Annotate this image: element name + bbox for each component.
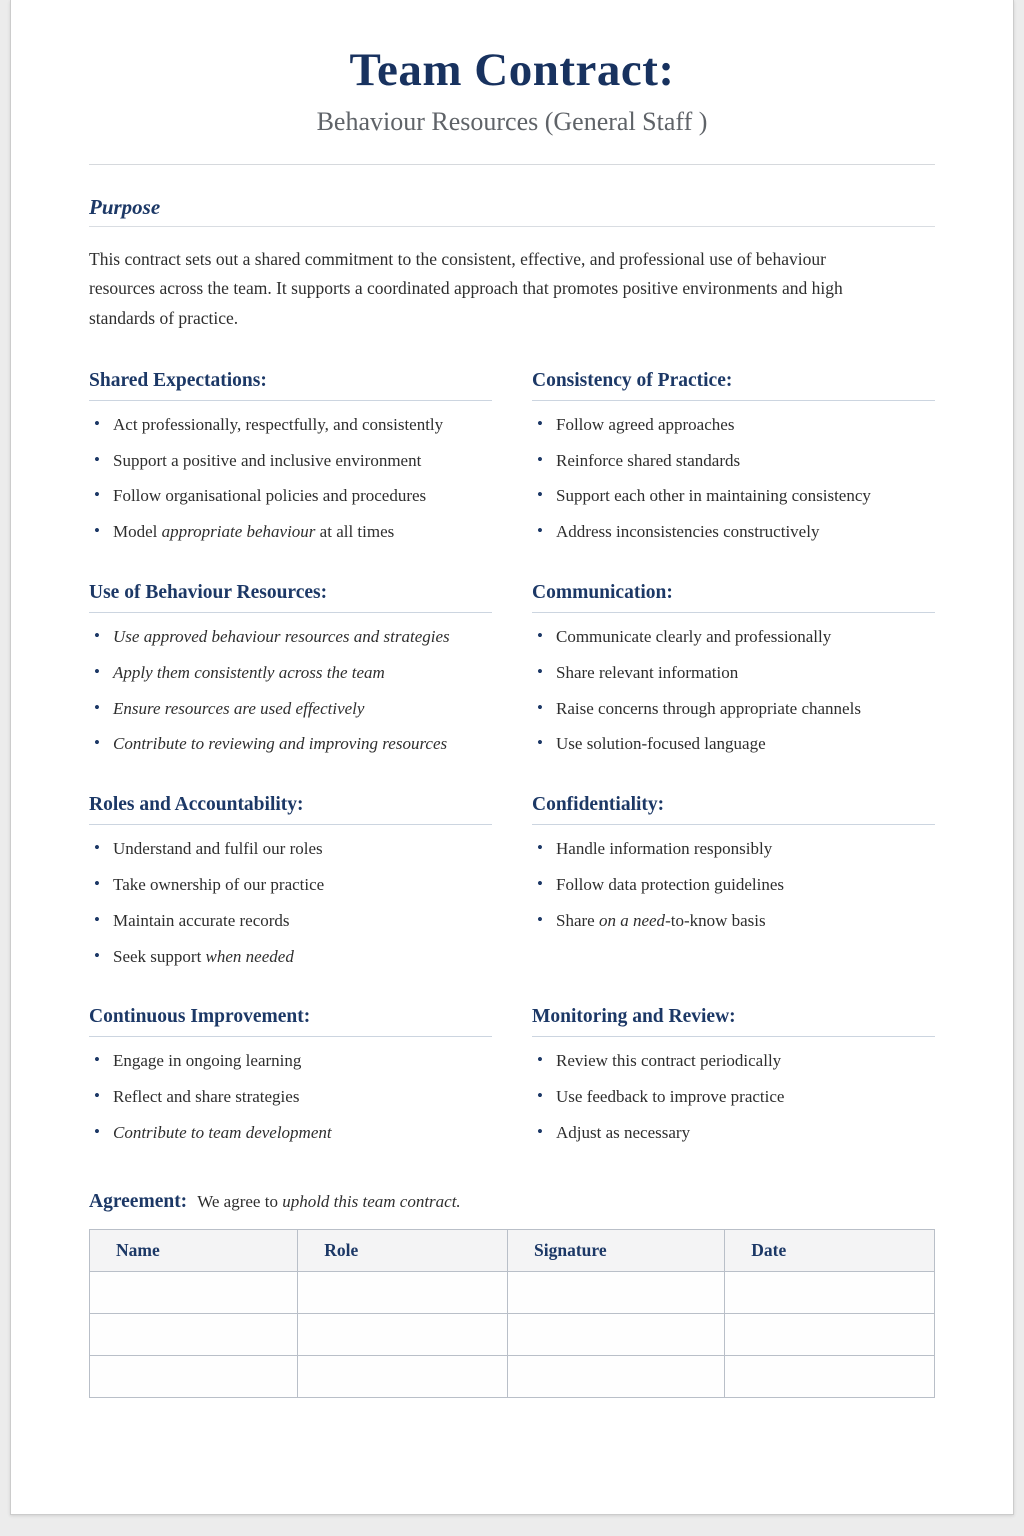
purpose-section	[89, 195, 935, 334]
section-shared-expectations	[89, 370, 492, 556]
section-heading: Use of Behaviour Resources:	[89, 582, 492, 613]
list-item: • Share on a need-to-know basis	[532, 909, 935, 933]
list-item: • Use approved behaviour resources and strategies	[89, 625, 492, 649]
agreement-label: Agreement:	[89, 1190, 188, 1212]
list-item: • Support a positive and inclusive environment	[89, 449, 492, 473]
list-item: • Review this contract periodically	[532, 1049, 935, 1073]
list-item: • Follow agreed approaches	[532, 413, 935, 437]
section-use-of-behaviour-resources	[89, 582, 492, 768]
section-list	[532, 625, 935, 756]
document-page	[10, 0, 1014, 1515]
list-item: • Reinforce shared standards	[532, 449, 935, 473]
page-title: Team Contract:	[349, 44, 675, 96]
list-item: • Support each other in maintaining consistency	[532, 484, 935, 508]
section-list	[532, 1049, 935, 1144]
agreement-line	[89, 1191, 935, 1213]
agreement-text: We agree to uphold this team contract.	[197, 1191, 461, 1211]
list-item: • Raise concerns through appropriate channels	[532, 697, 935, 721]
purpose-body: This contract sets out a shared commitment to the consistent, effective, and professional use of behaviour resources across the team. It supports a coordinated approach that promotes positive environments and high standards of practice.	[89, 248, 843, 329]
section-continuous-improvement	[89, 1006, 492, 1156]
section-list	[89, 837, 492, 968]
section-list	[532, 837, 935, 932]
signature-table	[89, 1229, 935, 1398]
table-header-name: Name	[90, 1229, 298, 1271]
empty-cell-signature	[508, 1355, 725, 1397]
empty-cell-signature	[508, 1271, 725, 1313]
section-heading: Communication:	[532, 582, 935, 613]
section-consistency-of-practice	[532, 370, 935, 556]
page-subtitle: Behaviour Resources (General Staff )	[316, 106, 708, 136]
list-item: • Maintain accurate records	[89, 909, 492, 933]
sections-grid	[89, 370, 935, 1157]
empty-cell-date	[725, 1313, 935, 1355]
list-item: • Handle information responsibly	[532, 837, 935, 861]
empty-cell-role	[298, 1355, 508, 1397]
table-row	[90, 1271, 935, 1313]
document-content	[11, 0, 1013, 1398]
section-heading: Consistency of Practice:	[532, 370, 935, 401]
empty-cell-date	[725, 1271, 935, 1313]
list-item: • Follow data protection guidelines	[532, 873, 935, 897]
section-monitoring-and-review	[532, 1006, 935, 1156]
list-item: • Engage in ongoing learning	[89, 1049, 492, 1073]
section-heading: Shared Expectations:	[89, 370, 492, 401]
list-item: • Adjust as necessary	[532, 1121, 935, 1145]
table-header-row	[90, 1229, 935, 1271]
list-item: • Address inconsistencies constructively	[532, 520, 935, 544]
list-item: • Contribute to reviewing and improving resources	[89, 732, 492, 756]
document-header	[89, 44, 935, 137]
list-item: • Use solution-focused language	[532, 732, 935, 756]
empty-cell-signature	[508, 1313, 725, 1355]
list-item: • Reflect and share strategies	[89, 1085, 492, 1109]
list-item: • Model appropriate behaviour at all times	[89, 520, 492, 544]
purpose-heading: Purpose	[89, 195, 935, 227]
section-confidentiality	[532, 794, 935, 980]
list-item: • Seek support when needed	[89, 945, 492, 969]
list-item: • Follow organisational policies and procedures	[89, 484, 492, 508]
list-item: • Ensure resources are used effectively	[89, 697, 492, 721]
empty-cell-name	[90, 1313, 298, 1355]
empty-cell-role	[298, 1313, 508, 1355]
empty-cell-name	[90, 1355, 298, 1397]
list-item: • Take ownership of our practice	[89, 873, 492, 897]
list-item: • Apply them consistently across the team	[89, 661, 492, 685]
section-heading: Confidentiality:	[532, 794, 935, 825]
empty-cell-name	[90, 1271, 298, 1313]
section-list	[532, 413, 935, 544]
section-roles-and-accountability	[89, 794, 492, 980]
header-divider	[89, 164, 935, 165]
list-item: • Communicate clearly and professionally	[532, 625, 935, 649]
list-item: • Contribute to team development	[89, 1121, 492, 1145]
table-header-signature: Signature	[508, 1229, 725, 1271]
list-item: • Use feedback to improve practice	[532, 1085, 935, 1109]
section-communication	[532, 582, 935, 768]
empty-cell-role	[298, 1271, 508, 1313]
table-header-role: Role	[298, 1229, 508, 1271]
section-heading: Continuous Improvement:	[89, 1006, 492, 1037]
list-item: • Understand and fulfil our roles	[89, 837, 492, 861]
list-item: • Act professionally, respectfully, and consistently	[89, 413, 492, 437]
signature-table-body	[90, 1271, 935, 1397]
table-row	[90, 1355, 935, 1397]
signature-table-head	[90, 1229, 935, 1271]
list-item: • Share relevant information	[532, 661, 935, 685]
empty-cell-date	[725, 1355, 935, 1397]
section-list	[89, 625, 492, 756]
section-heading: Roles and Accountability:	[89, 794, 492, 825]
table-header-date: Date	[725, 1229, 935, 1271]
section-list	[89, 413, 492, 544]
section-list	[89, 1049, 492, 1144]
table-row	[90, 1313, 935, 1355]
section-heading: Monitoring and Review:	[532, 1006, 935, 1037]
